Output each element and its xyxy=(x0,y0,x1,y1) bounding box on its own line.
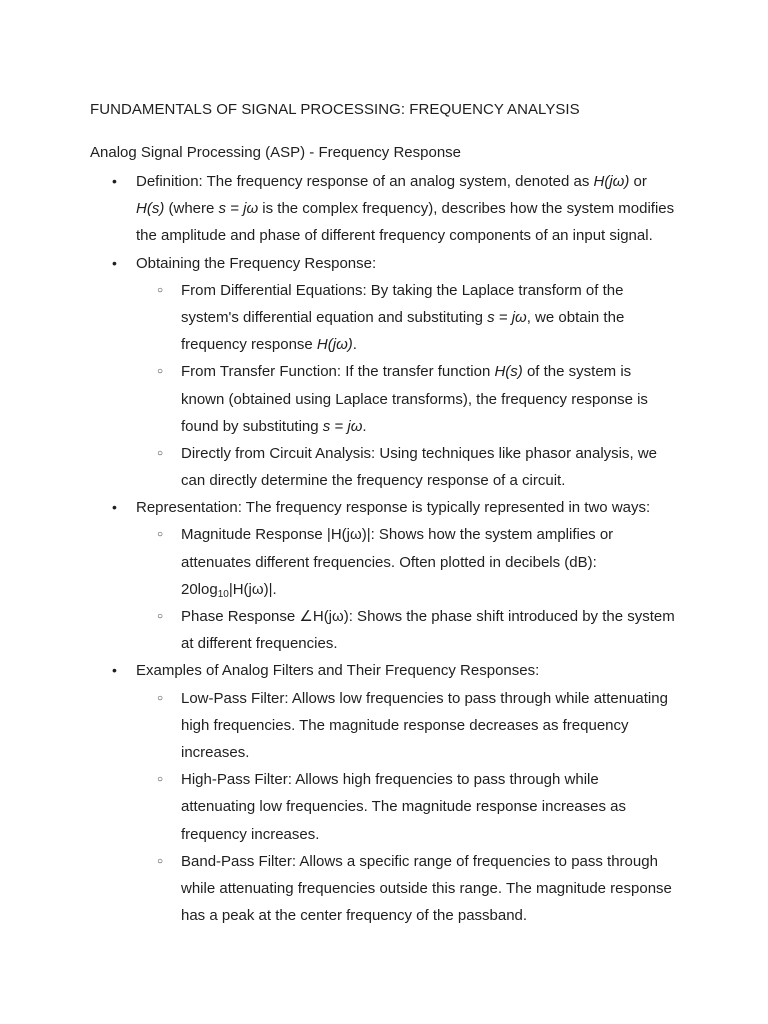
text-run: high frequencies. The magnitude response decreases as frequency xyxy=(181,716,629,734)
sub-bullet-marker: ○ xyxy=(157,447,164,459)
text-run: Magnitude Response |H(jω)|: Shows how the system amplifies or xyxy=(181,526,614,544)
bullet-marker: • xyxy=(112,173,117,189)
text-line xyxy=(0,549,675,576)
text-run: attenuates different frequencies. Often plotted in decibels (dB): xyxy=(181,553,597,571)
sub-bullet-marker: ○ xyxy=(157,366,164,378)
text-line xyxy=(0,766,675,793)
text-run: , we obtain the xyxy=(526,308,625,326)
text-run: Band-Pass Filter: Allows a specific range of frequencies to pass through xyxy=(181,852,658,870)
text-run: is the complex frequency), describes how the system modifies xyxy=(258,200,675,218)
text-run: High-Pass Filter: Allows high frequencies to pass through while xyxy=(181,771,599,789)
text-run: 20log xyxy=(181,580,218,598)
text-line xyxy=(0,168,675,195)
page-title: FUNDAMENTALS OF SIGNAL PROCESSING: FREQUENCY ANALYSIS xyxy=(90,101,580,118)
text-run: . xyxy=(362,417,367,435)
sub-bullet-item xyxy=(0,685,675,767)
sub-bullet-marker: ○ xyxy=(157,529,164,541)
math-term: s = jω xyxy=(322,417,363,435)
sub-bullet-marker: ○ xyxy=(157,855,164,867)
math-term: H(s) xyxy=(494,363,523,381)
sub-bullet-item xyxy=(0,277,675,359)
text-run: Low-Pass Filter: Allows low frequencies to pass through while attenuating xyxy=(181,689,668,707)
text-run: frequency response xyxy=(181,336,317,354)
text-line xyxy=(0,277,675,304)
text-line xyxy=(0,440,675,467)
sub-bullet-item xyxy=(0,440,675,494)
text-line xyxy=(0,848,675,875)
text-line xyxy=(0,521,675,548)
bullet-marker: • xyxy=(112,254,117,271)
text-line xyxy=(0,494,675,521)
text-run: while attenuating frequencies outside this range. The magnitude response xyxy=(181,879,672,897)
text-run: increases. xyxy=(181,743,250,761)
text-run: Definition: The frequency response of an analog system, denoted as xyxy=(136,173,594,190)
sub-bullet-item xyxy=(0,521,675,603)
text-line xyxy=(0,902,675,929)
sub-bullet-item xyxy=(0,766,675,848)
text-run: at different frequencies. xyxy=(181,635,338,653)
math-term: s = jω xyxy=(487,308,527,326)
text-run: can directly determine the frequency response of a circuit. xyxy=(181,472,566,490)
text-line xyxy=(0,576,675,603)
bullet-marker: • xyxy=(112,499,117,516)
sub-bullet-marker: ○ xyxy=(157,692,164,704)
section-heading: Analog Signal Processing (ASP) - Frequency Response xyxy=(90,144,462,161)
text-run: Directly from Circuit Analysis: Using techniques like phasor analysis, we xyxy=(181,444,658,462)
sub-bullet-item xyxy=(0,358,675,440)
text-line xyxy=(0,685,675,712)
text-line xyxy=(0,821,675,848)
text-line xyxy=(0,630,675,657)
text-run: of the system is xyxy=(522,363,632,381)
math-term: H(jω) xyxy=(593,173,630,190)
sub-bullet-item xyxy=(0,603,675,657)
text-run: Phase Response ∠H(jω): Shows the phase shift introduced by the system xyxy=(181,608,675,625)
bullet-item xyxy=(0,494,675,521)
text-run: known (obtained using Laplace transforms), the frequency response is xyxy=(181,390,648,408)
text-line xyxy=(0,304,675,331)
text-line xyxy=(0,739,675,766)
text-run: (where xyxy=(164,200,219,218)
text-run: or xyxy=(629,173,647,190)
text-run: From Differential Equations: By taking the Laplace transform of the xyxy=(181,281,624,299)
text-line xyxy=(0,195,675,222)
text-line xyxy=(0,712,675,739)
bullet-marker: • xyxy=(112,662,117,679)
text-line xyxy=(0,793,675,820)
text-line xyxy=(0,657,675,684)
text-run: Examples of Analog Filters and Their Frequency Responses: xyxy=(136,662,540,680)
text-line xyxy=(0,467,675,494)
text-line xyxy=(0,331,675,358)
bullet-item xyxy=(0,250,675,277)
text-run: the amplitude and phase of different frequency components of an input signal. xyxy=(136,227,653,245)
text-line xyxy=(0,603,675,630)
text-run: . xyxy=(352,336,357,354)
text-line xyxy=(0,222,675,249)
content-list xyxy=(0,168,675,929)
sub-bullet-marker: ○ xyxy=(157,284,164,296)
math-term: H(jω) xyxy=(316,336,353,354)
text-run: frequency increases. xyxy=(181,825,320,843)
text-line xyxy=(0,875,675,902)
text-line xyxy=(0,250,675,277)
sub-bullet-marker: ○ xyxy=(157,774,164,786)
text-run: Obtaining the Frequency Response: xyxy=(136,254,377,272)
text-run: has a peak at the center frequency of the passband. xyxy=(181,907,528,925)
text-line xyxy=(0,413,675,440)
text-run: |H(jω)|. xyxy=(228,580,277,598)
text-run: Representation: The frequency response is typically represented in two ways: xyxy=(136,499,651,517)
math-term: s = jω xyxy=(218,200,259,218)
subscript: 10 xyxy=(217,588,229,600)
sub-bullet-marker: ○ xyxy=(157,611,164,622)
sub-bullet-item xyxy=(0,848,675,930)
bullet-item xyxy=(0,657,675,684)
text-run: found by substituting xyxy=(181,417,323,435)
math-term: H(s) xyxy=(136,200,165,218)
text-run: From Transfer Function: If the transfer function xyxy=(181,363,495,381)
text-run: attenuating low frequencies. The magnitude response increases as xyxy=(181,798,626,816)
text-line xyxy=(0,386,675,413)
text-run: system's differential equation and substituting xyxy=(181,308,488,326)
bullet-item xyxy=(0,168,675,250)
text-line xyxy=(0,358,675,385)
